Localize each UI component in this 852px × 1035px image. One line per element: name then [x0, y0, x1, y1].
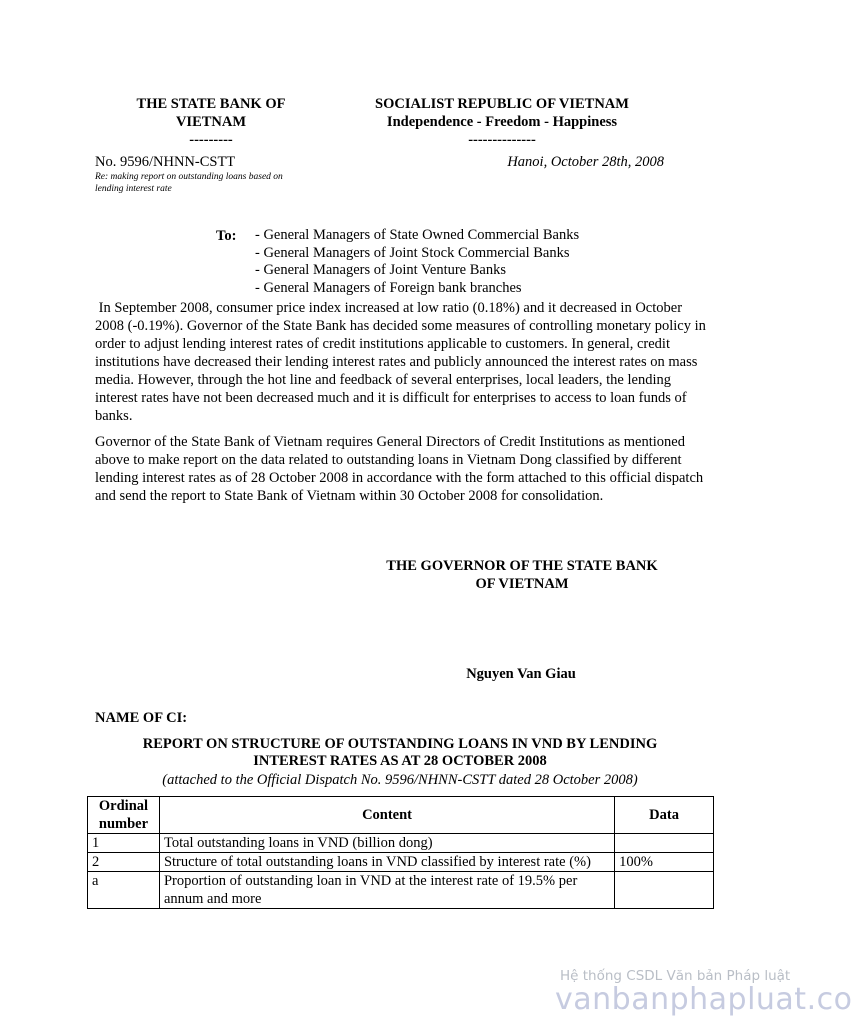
table-row — [88, 853, 714, 872]
content-cell: Total outstanding loans in VND (billion dong) — [159, 834, 614, 853]
recipients-label: To: — [216, 228, 237, 244]
ci-name-label: NAME OF CI: — [95, 710, 188, 726]
watermark-site: vanbanphapluat.co — [555, 982, 852, 1017]
ordinal-header-line1: Ordinal — [98, 798, 149, 814]
data-cell[interactable]: 100% — [615, 853, 714, 872]
content-cell: Structure of total outstanding loans in VND classified by interest rate (%) — [159, 853, 614, 872]
ordinal-cell: a — [88, 872, 160, 909]
data-cell[interactable] — [615, 834, 714, 853]
content-header: Content — [159, 797, 614, 834]
recipient-item: - General Managers of Foreign bank branches — [255, 279, 522, 296]
table-row — [88, 872, 714, 909]
recipient-item: - General Managers of Joint Stock Commercial Banks — [255, 244, 570, 261]
issuer-name-line1: THE STATE BANK OF — [136, 96, 286, 112]
subject-line: Re: making report on outstanding loans based on lending interest rate — [95, 172, 283, 194]
report-table — [87, 796, 714, 909]
issuer-block — [95, 95, 327, 149]
recipient-item: - General Managers of Joint Venture Banks — [255, 262, 506, 278]
body-paragraph-2: Governor of the State Bank of Vietnam requires General Directors of Credit Institutions as mentioned above to make report on the data related to outstanding loans in Vietnam Dong classified by different lending interest rates as of 28 October 2008 in accordance with the form attached to this official dispatch and send the report to State Bank of Vietnam within 30 October 2008 for consolidation. — [95, 434, 704, 504]
country-name: SOCIALIST REPUBLIC OF VIETNAM — [375, 96, 629, 112]
recipient-item: - General Managers of State Owned Commercial Banks — [255, 227, 580, 243]
recipients-list — [255, 227, 579, 297]
report-title-line1: REPORT ON STRUCTURE OF OUTSTANDING LOANS IN VND BY LENDING — [142, 736, 658, 752]
ordinal-header-line2: number — [98, 816, 149, 832]
data-header: Data — [615, 797, 714, 834]
table-row — [88, 834, 714, 853]
signatory-title — [352, 557, 692, 593]
national-motto-block — [342, 95, 662, 149]
document-number: No. 9596/NHNN-CSTT — [95, 154, 236, 170]
issuer-rule: --------- — [189, 132, 233, 148]
ordinal-cell: 1 — [88, 834, 160, 853]
data-cell[interactable] — [615, 872, 714, 909]
ordinal-cell: 2 — [88, 853, 160, 872]
table-header-row — [88, 797, 714, 834]
motto-rule: -------------- — [468, 132, 536, 148]
signatory-title-line2: OF VIETNAM — [475, 576, 569, 592]
report-title-line2: INTEREST RATES AS AT 28 OCTOBER 2008 — [253, 753, 547, 769]
report-subtitle: (attached to the Official Dispatch No. 9596/NHNN-CSTT dated 28 October 2008) — [162, 772, 638, 788]
report-title — [100, 736, 700, 770]
signatory-name: Nguyen Van Giau — [466, 666, 576, 682]
ordinal-header — [88, 797, 160, 834]
content-cell: Proportion of outstanding loan in VND at the interest rate of 19.5% per annum and more — [159, 872, 614, 909]
issue-date: Hanoi, October 28th, 2008 — [507, 154, 664, 170]
body-paragraph-1: In September 2008, consumer price index increased at low ratio (0.18%) and it decreased in October 2008 (-0.19%). Governor of the State Bank has decided some measures of controlling monetary policy in order to adjust lending interest rates of credit institutions applicable to customers. In general, credit institutions have decreased their lending interest rates and publicly announced the interest rates on mass media. However, through the hot line and feedback of several enterprises, local leaders, the lending interest rates have not been decreased much and it is difficult for enterprises to access to loan funds of banks. — [95, 300, 710, 424]
watermark-caption: Hệ thống CSDL Văn bản Pháp luật — [560, 968, 791, 984]
signatory-title-line1: THE GOVERNOR OF THE STATE BANK — [386, 558, 658, 574]
national-motto: Independence - Freedom - Happiness — [386, 114, 618, 130]
issuer-name-line2: VIETNAM — [175, 114, 247, 130]
